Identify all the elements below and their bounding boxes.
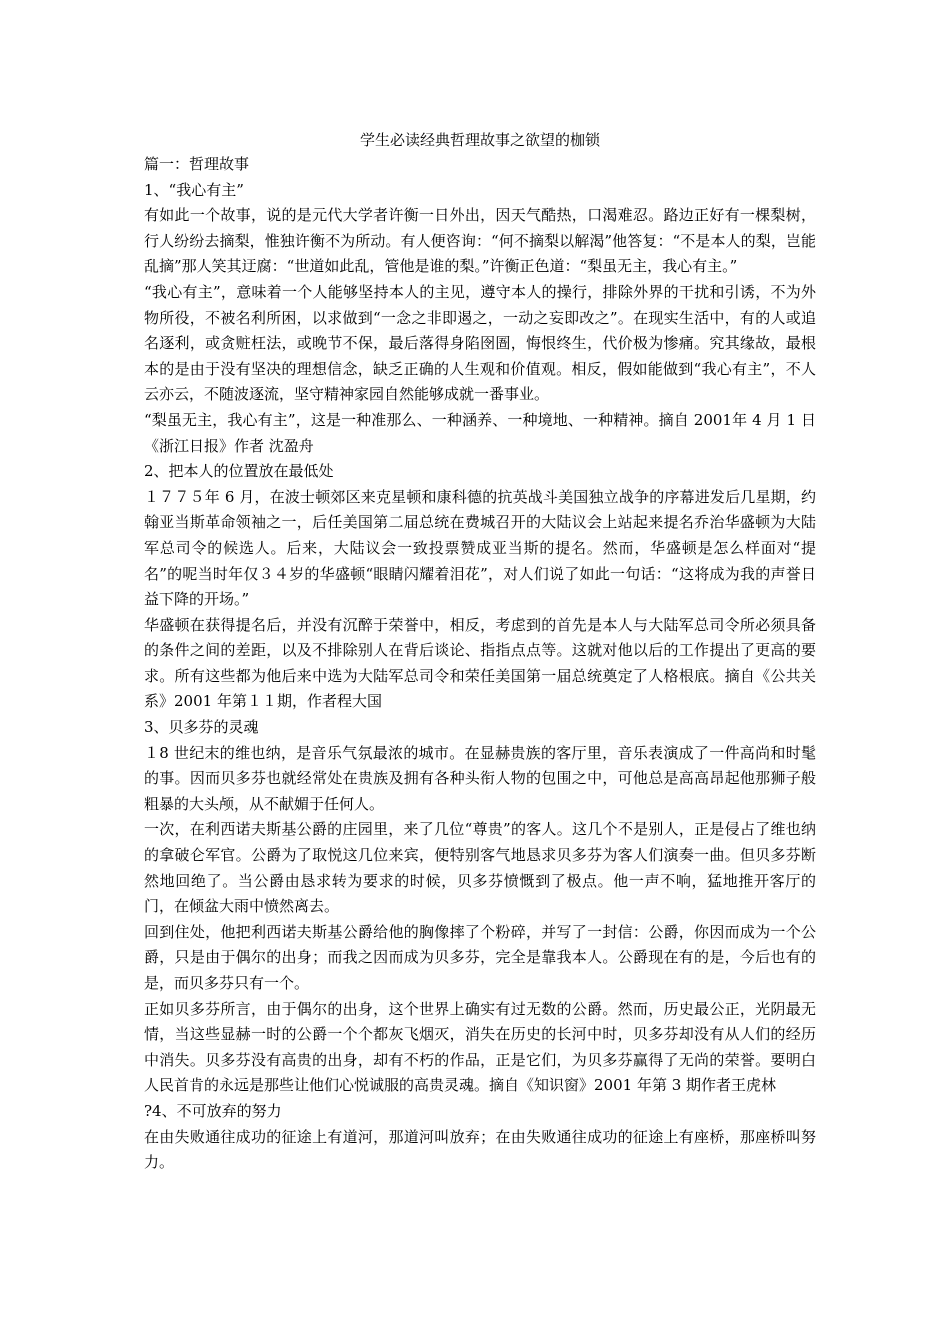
- document-title: 学生必读经典哲理故事之欲望的枷锁: [359, 131, 600, 149]
- body-paragraph: 华盛顿在获得提名后，并没有沉醉于荣誉中，相反，考虑到的首先是本人与大陆军总司令所必须具备的条件之间的差距，以及不排除别人在背后谈论、指指点点等。这就对他以后的工作提出了更高的要求。所有这些都为他后来中选为大陆军总司令和荣任美国第一届总统奠定了人格根底。摘自《公共关系》2001 年第１１期，作者程大国: [144, 615, 816, 711]
- story-heading: 2、把本人的位置放在最低处: [144, 462, 334, 481]
- body-paragraph: 正如贝多芬所言，由于偶尔的出身，这个世界上确实有过无数的公爵。然而，历史最公正，光阴最无情，当这些显赫一时的公爵一个个都灰飞烟灭，消失在历史的长河中时，贝多芬却没有从人们的经历中消失。贝多芬没有高贵的出身，却有不朽的作品，正是它们，为贝多芬赢得了无尚的荣誉。要明白人民首肯的永远是那些让他们心悦诚服的高贵灵魂。摘自《知识窗》2001 年第 3 期作者王虎林: [144, 999, 816, 1095]
- body-paragraph: 一次，在利西诺夫斯基公爵的庄园里，来了几位“尊贵”的客人。这几个不是别人，正是侵占了维也纳的拿破仑军官。公爵为了取悦这几位来宾，便特别客气地恳求贝多芬为客人们演奏一曲。但贝多芬断然地回绝了。当公爵由恳求转为要求的时候，贝多芬愤慨到了极点。他一声不响，猛地推开客厅的门，在倾盆大雨中愤然离去。: [144, 820, 816, 916]
- body-paragraph: “我心有主”，意味着一个人能够坚持本人的主见，遵守本人的操行，排除外界的干扰和引诱，不为外物所役，不被名利所困，以求做到“一念之非即遏之，一动之妄即改之”。在现实生活中，有的人或追名逐利，或贪赃枉法，或晚节不保，最后落得身陷囹圄，悔恨终生，代价极为惨痛。究其缘故，最根本的是由于没有坚决的理想信念，缺乏正确的人生观和价值观。相反，假如能做到“我心有主”，不人云亦云，不随波逐流，坚守精神家园自然能够成就一番事业。: [144, 282, 816, 404]
- story-heading: ?4、不可放弃的努力: [144, 1101, 282, 1120]
- body-paragraph: 回到住处，他把利西诺夫斯基公爵给他的胸像摔了个粉碎，并写了一封信：公爵，你因而成为一个公爵，只是由于偶尔的出身；而我之因而成为贝多芬，完全是靠我本人。公爵现在有的是，今后也有的是，而贝多芬只有一个。: [144, 922, 816, 992]
- body-paragraph: “梨虽无主，我心有主”，这是一种准那么、一种涵养、一种境地、一种精神。摘自 2001年 4 月 1 日《浙江日报》作者 沈盈舟: [144, 410, 816, 455]
- document-page: [144, 128, 816, 1176]
- body-paragraph: 在由失败通往成功的征途上有道河，那道河叫放弃；在由失败通往成功的征途上有座桥，那座桥叫努力。: [144, 1127, 816, 1172]
- body-paragraph: 有如此一个故事，说的是元代大学者许衡一日外出，因天气酷热，口渴难忍。路边正好有一棵梨树，行人纷纷去摘梨，惟独许衡不为所动。有人便咨询：“何不摘梨以解渴”他答复：“不是本人的梨，岂能乱摘”那人笑其迂腐：“世道如此乱，管他是谁的梨。”许衡正色道：“梨虽无主，我心有主。”: [144, 206, 816, 276]
- story-heading: 1、“我心有主”: [144, 180, 244, 199]
- body-paragraph: １７７５年 6 月，在波士顿郊区来克星顿和康科德的抗英战斗美国独立战争的序幕进发后几星期，约翰亚当斯革命领袖之一，后任美国第二届总统在费城召开的大陆议会上站起来提名乔治华盛顿为大陆军总司令的候选人。后来，大陆议会一致投票赞成亚当斯的提名。然而，华盛顿是怎么样面对“提名”的呢当时年仅３４岁的华盛顿“眼睛闪耀着泪花”，对人们说了如此一句话：“这将成为我的声誉日益下降的开场。”: [144, 487, 816, 609]
- body-paragraph: １8 世纪末的维也纳，是音乐气氛最浓的城市。在显赫贵族的客厅里，音乐表演成了一件高尚和时髦的事。因而贝多芬也就经常处在贵族及拥有各种头衔人物的包围之中，可他总是高高昂起他那狮子般粗暴的大头颅，从不献媚于任何人。: [144, 743, 816, 813]
- section-heading: 篇一：哲理故事: [144, 155, 250, 173]
- story-heading: 3、贝多芬的灵魂: [144, 718, 259, 737]
